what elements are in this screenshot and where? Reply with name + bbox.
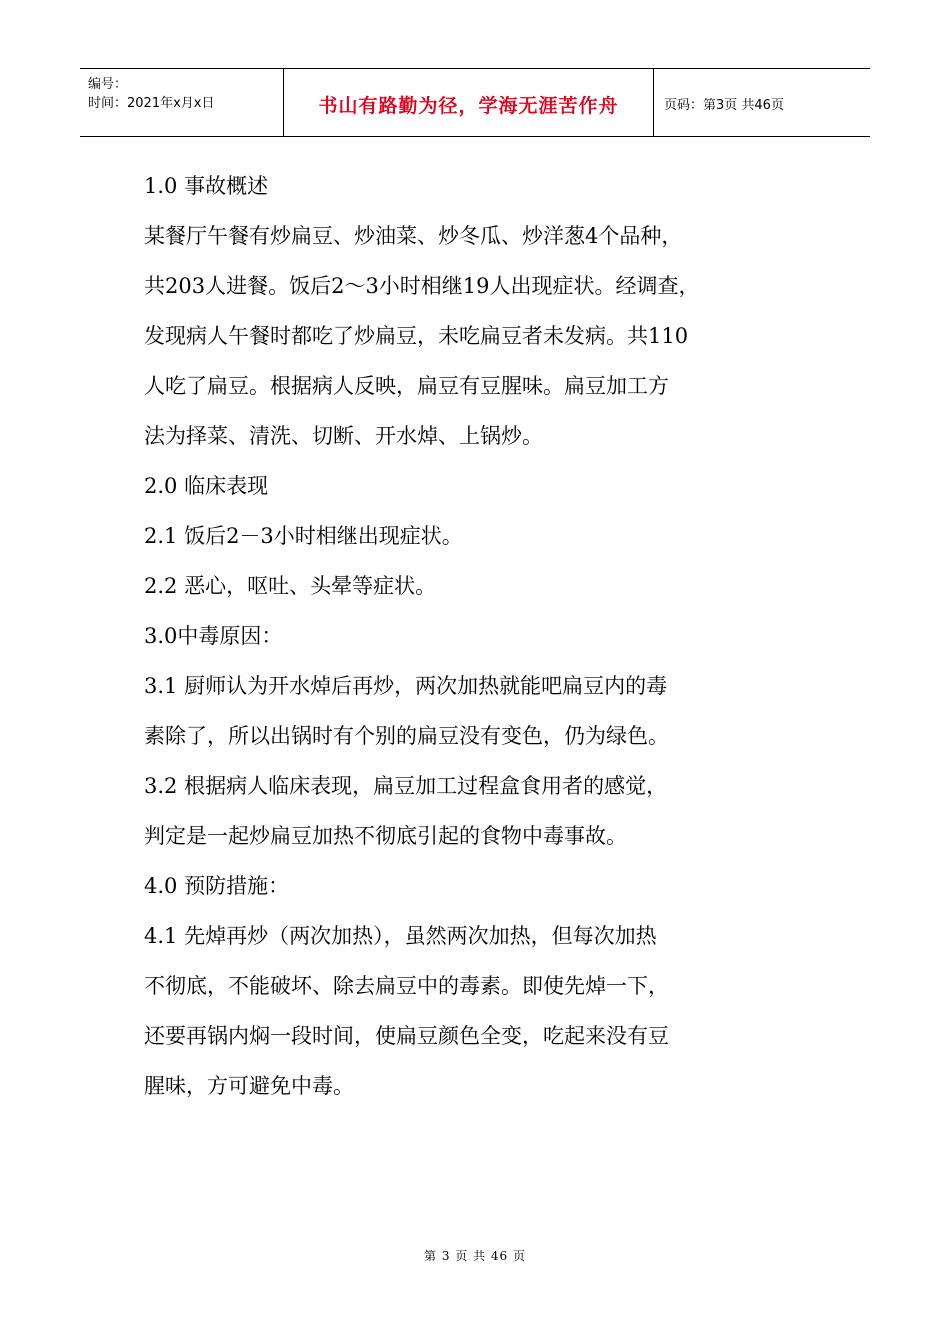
body-line: 法为择菜、清洗、切断、开水焯、上锅炒。 [144,424,543,448]
body-line: 发现病人午餐时都吃了炒扁豆，未吃扁豆者未发病。共110 [144,324,689,348]
body-line: 1.0 事故概述 [144,174,269,198]
body-line: 2.1 饭后2－3小时相继出现症状。 [144,524,463,548]
body-line: 不彻底，不能破坏、除去扁豆中的毒素。即使先焯一下， [144,974,669,998]
body-line: 3.2 根据病人临床表现，扁豆加工过程盒食用者的感觉， [144,774,668,798]
body-line: 某餐厅午餐有炒扁豆、炒油菜、炒冬瓜、炒洋葱4个品种， [144,224,683,248]
body-line: 共203人进餐。饭后2～3小时相继19人出现症状。经调查， [144,274,700,298]
header-page-info: 页码：第3页 共46页 [664,98,784,113]
body-line: 人吃了扁豆。根据病人反映，扁豆有豆腥味。扁豆加工方 [144,374,669,398]
page-header [80,68,870,137]
header-page-info-cell [654,69,870,136]
body-line: 腥味，方可避免中毒。 [144,1074,354,1098]
page-footer: 第 3 页 共 46 页 [424,1249,526,1263]
header-motto-cell [284,69,654,136]
document-number: 编号： [88,77,128,92]
body-line: 2.2 恶心，呕吐、头晕等症状。 [144,574,437,598]
document-time: 时间：2021年x月x日 [88,96,215,111]
body-line: 还要再锅内焖一段时间，使扁豆颜色全变，吃起来没有豆 [144,1024,669,1048]
body-line: 3.0中毒原因： [144,624,283,648]
document-body [144,161,834,1111]
body-line: 2.0 临床表现 [144,474,269,498]
body-line: 3.1 厨师认为开水焯后再炒，两次加热就能吧扁豆内的毒 [144,674,668,698]
body-line: 判定是一起炒扁豆加热不彻底引起的食物中毒事故。 [144,824,627,848]
header-motto: 书山有路勤为径，学海无涯苦作舟 [318,95,619,117]
body-line: 4.0 预防措施： [144,874,290,898]
body-line: 4.1 先焯再炒（两次加热），虽然两次加热，但每次加热 [144,924,657,948]
header-meta [80,69,284,136]
body-line: 素除了，所以出锅时有个别的扁豆没有变色，仍为绿色。 [144,724,669,748]
